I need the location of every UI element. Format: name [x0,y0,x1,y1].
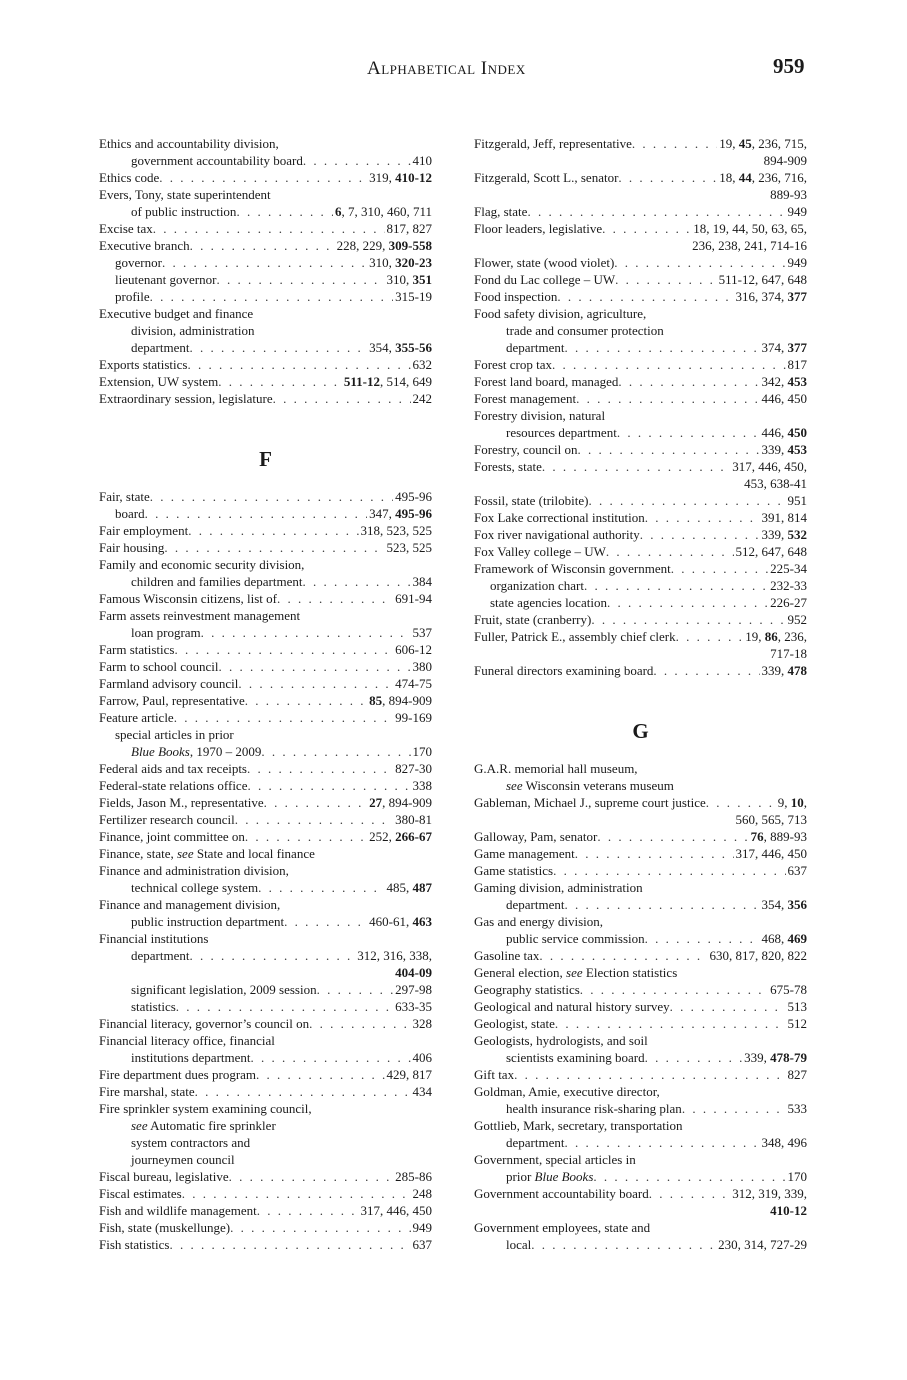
index-entry: Finance, joint committee on . . . 252, 266-67 [99,828,432,845]
index-entry: Food safety division, agriculture, trade and consumer protection department . . . 374, 377 [474,305,807,356]
index-entry: Fair employment . . . 318, 523, 525 [99,522,432,539]
index-entry: Gas and energy division, public service commission . . . 468, 469 [474,913,807,947]
index-entry: Forest management . . . 446, 450 [474,390,807,407]
index-subentry: state agencies location . . . 226-27 [474,594,807,611]
index-entry: Ethics and accountability division, government accountability board . . . 410 [99,135,432,169]
index-entry: Gasoline tax . . . 630, 817, 820, 822 [474,947,807,964]
index-entry: Financial literacy office, financial institutions department . . . 406 [99,1032,432,1066]
index-entry: Geologist, state . . . 512 [474,1015,807,1032]
index-entry: Fertilizer research council . . . 380-81 [99,811,432,828]
index-entry: Floor leaders, legislative . . . 18, 19, 44, 50, 63, 65, 236, 238, 241, 714-16 [474,220,807,254]
index-entry: Fish, state (muskellunge) . . . 949 [99,1219,432,1236]
index-entry: General election, see Election statistics [474,965,678,980]
index-subentry: significant legislation, 2009 session . . . 297-98 [99,981,432,998]
index-entry: Forest crop tax . . . 817 [474,356,807,373]
index-entry: Government accountability board . . . 312, 319, 339, 410-12 [474,1185,807,1219]
index-entry: Goldman, Amie, executive director, health insurance risk-sharing plan . . . 533 [474,1083,807,1117]
index-entry: Executive branch . . . 228, 229, 309-558 [99,237,432,254]
index-subentry: board . . . 347, 495-96 [99,505,432,522]
index-entry: Fire department dues program . . . 429, 817 [99,1066,432,1083]
index-entry: Forestry, council on . . . 339, 453 [474,441,807,458]
index-entry: Game management . . . 317, 446, 450 [474,845,807,862]
index-entry: Government employees, state and local . . . 230, 314, 727-29 [474,1219,807,1253]
index-entry: Funeral directors examining board . . . 339, 478 [474,662,807,679]
index-entry: Feature article . . . 99-169 [99,709,432,726]
page-number: 959 [773,54,805,78]
index-entry: Farm to school council . . . 380 [99,658,432,675]
index-entry: Fossil, state (trilobite) . . . 951 [474,492,807,509]
index-subentry: governor . . . 310, 320-23 [99,254,432,271]
index-subentry: profile . . . 315-19 [99,288,432,305]
index-entry: Ethics code . . . 319, 410-12 [99,169,432,186]
index-subentry: special articles in prior Blue Books, 1970 – 2009 . . . 170 [99,726,432,760]
index-entry: Forest land board, managed . . . 342, 453 [474,373,807,390]
index-entry: Gaming division, administration department . . . 354, 356 [474,879,807,913]
index-entry: Food inspection . . . 316, 374, 377 [474,288,807,305]
index-entry: Fox Valley college – UW . . . 512, 647, 648 [474,543,807,560]
index-entry: Fond du Lac college – UW . . . 511-12, 647, 648 [474,271,807,288]
index-entry: Evers, Tony, state superintendent of public instruction . . . 6, 7, 310, 460, 711 [99,186,432,220]
index-entry: Farm assets reinvestment management loan program . . . 537 [99,607,432,641]
index-entry: Extension, UW system . . . 511-12, 514, 649 [99,373,432,390]
index-entry: Fox river navigational authority . . . 339, 532 [474,526,807,543]
index-entry: G.A.R. memorial hall museum, see Wisconsin veterans museum [474,761,674,793]
index-entry: Framework of Wisconsin government . . . 225-34 [474,560,807,577]
index-entry: Fair, state . . . 495-96 [99,488,432,505]
page-header [0,54,907,84]
index-entry: Finance and administration division, technical college system . . . 485, 487 [99,862,432,896]
index-column-right [474,135,807,1253]
index-entry: Gottlieb, Mark, secretary, transportation department . . . 348, 496 [474,1117,807,1151]
index-entry: Fields, Jason M., representative . . . 27, 894-909 [99,794,432,811]
index-entry: Finance and management division, public instruction department . . . 460-61, 463 [99,896,432,930]
index-entry: Family and economic security division, children and families department . . . 384 [99,556,432,590]
index-entry: Geography statistics . . . 675-78 [474,981,807,998]
index-entry: Fiscal bureau, legislative . . . 285-86 [99,1168,432,1185]
index-entry: Gift tax . . . 827 [474,1066,807,1083]
section-letter-f: F [259,447,272,471]
section-letter-g: G [632,719,649,743]
index-entry: Forestry division, natural resources department . . . 446, 450 [474,407,807,441]
index-entry: Fire marshal, state . . . 434 [99,1083,432,1100]
running-title: Alphabetical Index [367,58,526,79]
index-entry: Fire sprinkler system examining council, see Automatic fire sprinkler system contractors and journeymen council [99,1101,312,1167]
index-subentry: lieutenant governor . . . 310, 351 [99,271,432,288]
index-entry: Fruit, state (cranberry) . . . 952 [474,611,807,628]
index-entry: Famous Wisconsin citizens, list of . . . 691-94 [99,590,432,607]
index-entry: Fitzgerald, Scott L., senator . . . 18, 44, 236, 716, 889-93 [474,169,807,203]
index-entry: Fish statistics . . . 637 [99,1236,432,1253]
index-entry: Fox Lake correctional institution . . . 391, 814 [474,509,807,526]
index-entry: Fitzgerald, Jeff, representative . . . 19, 45, 236, 715, 894-909 [474,135,807,169]
index-entry: Fuller, Patrick E., assembly chief clerk . . . 19, 86, 236, 717-18 [474,628,807,662]
index-entry: Exports statistics . . . 632 [99,356,432,373]
index-entry: Geologists, hydrologists, and soil scientists examining board . . . 339, 478-79 [474,1032,807,1066]
index-entry: Financial literacy, governor’s council on . . . 328 [99,1015,432,1032]
index-entry: Government, special articles in prior Blue Books . . . 170 [474,1151,807,1185]
index-entry: Fiscal estimates . . . 248 [99,1185,432,1202]
index-entry: Geological and natural history survey . . . 513 [474,998,807,1015]
index-entry: Federal aids and tax receipts . . . 827-30 [99,760,432,777]
index-entry: Farm statistics . . . 606-12 [99,641,432,658]
index-entry: Excise tax . . . 817, 827 [99,220,432,237]
index-entry: Extraordinary session, legislature . . . 242 [99,390,432,407]
index-entry: Finance, state, see State and local finance [99,846,315,861]
index-entry: Fish and wildlife management . . . 317, 446, 450 [99,1202,432,1219]
index-entry: Gableman, Michael J., supreme court justice . . . 9, 10, 560, 565, 713 [474,794,807,828]
index-column-left [99,135,432,1253]
index-entry: Farrow, Paul, representative . . . 85, 894-909 [99,692,432,709]
index-entry: Farmland advisory council . . . 474-75 [99,675,432,692]
index-entry: Financial institutions department . . . 312, 316, 338, 404-09 [99,930,432,981]
index-entry: Forests, state . . . 317, 446, 450, 453, 638-41 [474,458,807,492]
index-entry: Executive budget and finance division, administration department . . . 354, 355-56 [99,305,432,356]
index-entry: Federal-state relations office . . . 338 [99,777,432,794]
index-entry: Galloway, Pam, senator . . . 76, 889-93 [474,828,807,845]
index-entry: Flower, state (wood violet) . . . 949 [474,254,807,271]
index-entry: Game statistics . . . 637 [474,862,807,879]
index-subentry: organization chart . . . 232-33 [474,577,807,594]
index-entry: Flag, state . . . 949 [474,203,807,220]
index-subentry: statistics . . . 633-35 [99,998,432,1015]
index-entry: Fair housing . . . 523, 525 [99,539,432,556]
